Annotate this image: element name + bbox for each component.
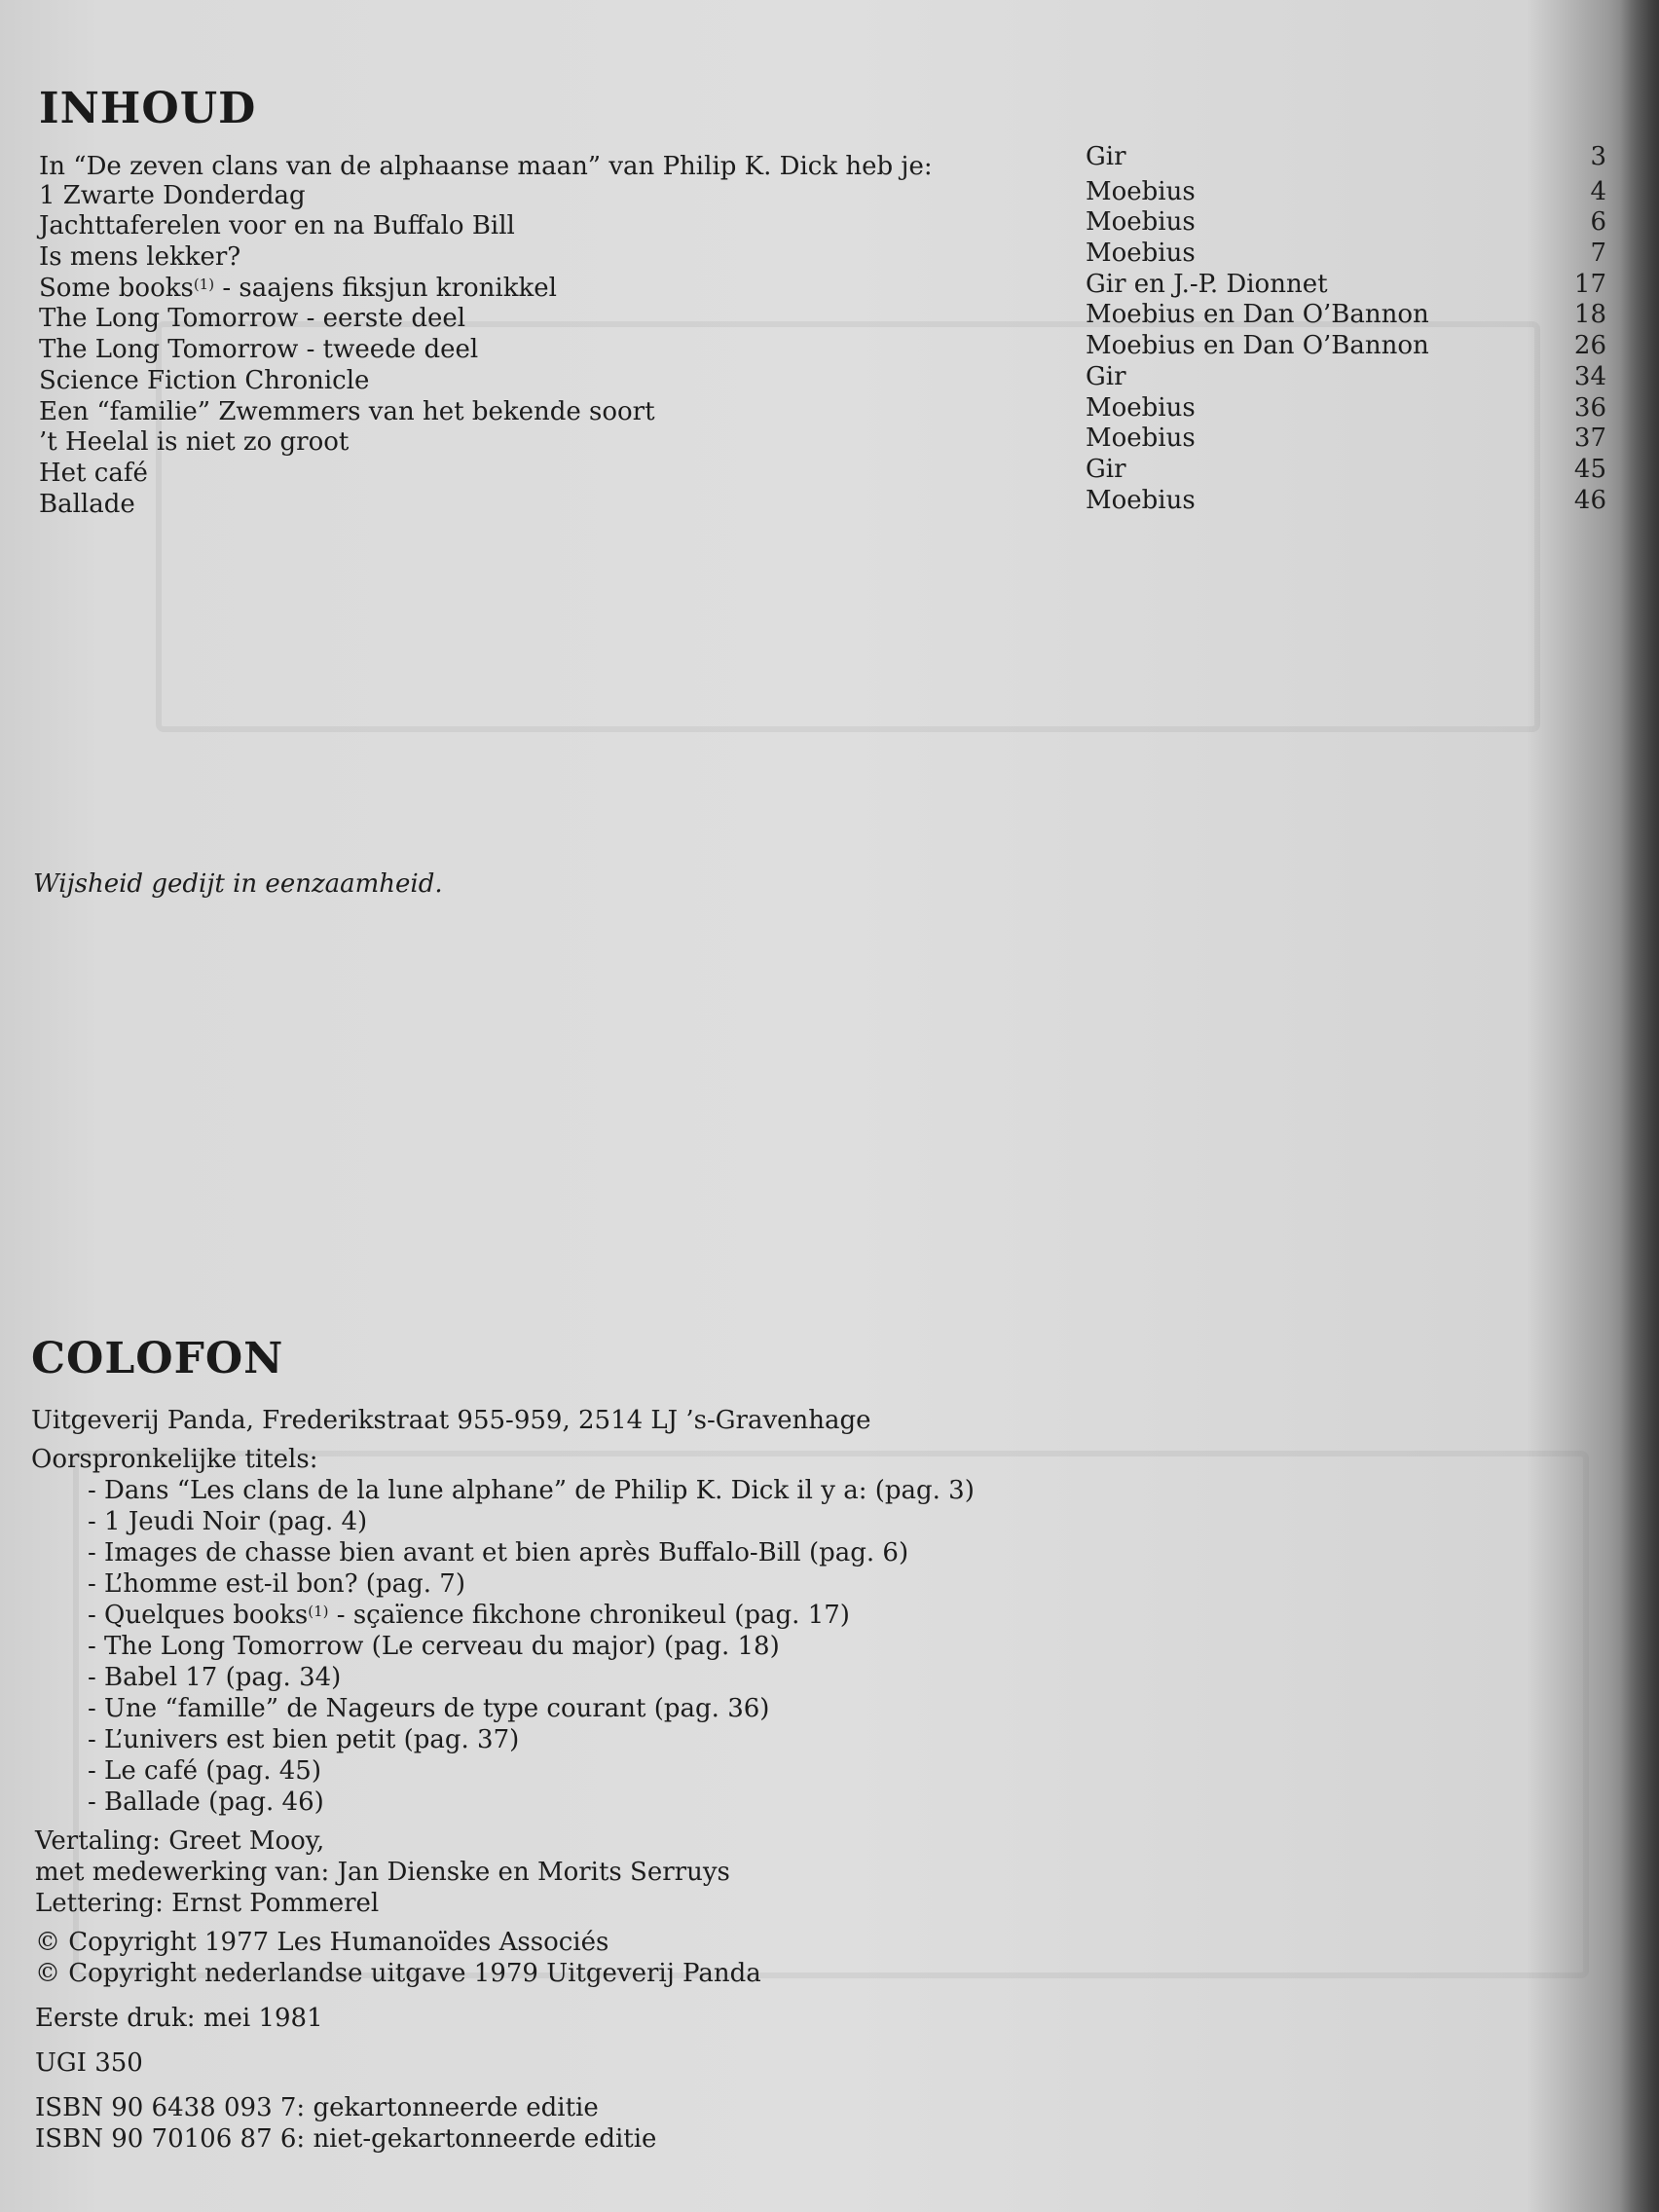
toc-row: [39, 393, 1616, 424]
table-of-contents: [39, 142, 1616, 519]
toc-author: Gir: [1086, 454, 1126, 484]
quelques-title-main: - Quelques books: [88, 1601, 309, 1630]
toc-row: [39, 207, 1616, 239]
toc-page: 46: [1573, 485, 1606, 515]
original-titles-label: Oorspronkelijke titels:: [31, 1445, 318, 1474]
colofon-body: [31, 1405, 1394, 2155]
colofon-heading: COLOFON: [31, 1334, 284, 1383]
translation-credit: Vertaling: Greet Mooy,: [35, 1826, 325, 1856]
toc-author: Moebius en Dan O’Bannon: [1086, 331, 1429, 361]
list-item: - Dans “Les clans de la lune alphane” de Philip K. Dick il y a: (pag. 3): [88, 1476, 975, 1505]
toc-row: [39, 142, 1616, 181]
toc-row: [39, 455, 1616, 486]
list-item: - The Long Tomorrow (Le cerveau du major) (pag. 18): [88, 1632, 780, 1661]
toc-row: [39, 331, 1616, 365]
toc-page: 17: [1573, 269, 1606, 299]
toc-title: The Long Tomorrow - tweede deel: [39, 335, 479, 365]
publisher-address: Uitgeverij Panda, Frederikstraat 955-959, 2514 LJ ’s-Gravenhage: [31, 1406, 871, 1435]
toc-page: 37: [1573, 424, 1606, 454]
toc-title: Het café: [39, 458, 148, 488]
toc-title: The Long Tomorrow - eerste deel: [39, 304, 466, 334]
list-item: - L’homme est-il bon? (pag. 7): [88, 1569, 465, 1599]
list-item: - Images de chasse bien avant et bien après Buffalo-Bill (pag. 6): [88, 1538, 909, 1567]
toc-row: [39, 486, 1616, 517]
toc-title: 1 Zwarte Donderdag: [39, 180, 306, 210]
copyright-original: © Copyright 1977 Les Humanoïdes Associés: [35, 1928, 609, 1957]
toc-title: Een “familie” Zwemmers van het bekende soort: [39, 396, 655, 426]
toc-author: Moebius: [1086, 207, 1196, 238]
toc-page: 26: [1573, 331, 1606, 361]
toc-author: Moebius: [1086, 239, 1196, 269]
toc-author: Moebius: [1086, 485, 1196, 515]
isbn-hardcover: ISBN 90 6438 093 7: gekartonneerde editie: [35, 2093, 599, 2122]
list-item: - Ballade (pag. 46): [88, 1788, 324, 1817]
toc-author: Moebius: [1086, 176, 1196, 206]
footnote-marker: (1): [193, 275, 215, 293]
toc-row: [39, 362, 1616, 393]
first-print: Eerste druk: mei 1981: [35, 2004, 323, 2033]
cooperation-credit: met medewerking van: Jan Dienske en Morits Serruys: [35, 1858, 730, 1887]
toc-row: [39, 300, 1616, 334]
list-item: - 1 Jeudi Noir (pag. 4): [88, 1507, 368, 1536]
toc-page: 3: [1590, 142, 1606, 171]
inhoud-heading: INHOUD: [39, 84, 257, 133]
toc-page: 7: [1590, 239, 1606, 269]
list-item: - L’univers est bien petit (pag. 37): [88, 1725, 520, 1754]
page-edge-shadow: [1620, 0, 1659, 2212]
list-item: - Une “famille” de Nageurs de type courant (pag. 36): [88, 1694, 770, 1723]
toc-author: Gir en J.-P. Dionnet: [1086, 269, 1328, 299]
toc-page: 45: [1573, 454, 1606, 484]
motto: Wijsheid gedijt in eenzaamheid.: [33, 869, 443, 899]
list-item: - Le café (pag. 45): [88, 1756, 321, 1786]
toc-author: Moebius: [1086, 392, 1196, 423]
toc-page: 36: [1573, 392, 1606, 423]
toc-page: 4: [1590, 176, 1606, 206]
list-item: - Babel 17 (pag. 34): [88, 1663, 342, 1692]
toc-title: Jachttaferelen voor en na Buffalo Bill: [39, 211, 515, 241]
toc-row: [39, 177, 1616, 208]
toc-row: [39, 239, 1616, 273]
toc-title: Is mens lekker?: [39, 242, 241, 273]
toc-title-rest: - saajens fiksjun kronikkel: [214, 273, 557, 303]
ugi-code: UGI 350: [35, 2048, 143, 2078]
toc-author: Gir: [1086, 142, 1126, 171]
isbn-paperback: ISBN 90 70106 87 6: niet-gekartonneerde editie: [35, 2124, 657, 2154]
lettering-credit: Lettering: Ernst Pommerel: [35, 1889, 380, 1918]
toc-page: 18: [1573, 300, 1606, 330]
toc-row: [39, 270, 1616, 301]
toc-row: [39, 424, 1616, 458]
toc-title: In “De zeven clans van de alphaanse maan” van Philip K. Dick heb je:: [39, 152, 933, 181]
toc-page: 6: [1590, 207, 1606, 238]
toc-page: 34: [1573, 361, 1606, 391]
quelques-title-rest: - sçaïence fikchone chronikeul (pag. 17): [328, 1601, 850, 1630]
toc-title-main: Some books: [39, 273, 194, 303]
toc-title: Ballade: [39, 489, 135, 519]
list-item: [88, 1600, 1394, 1631]
toc-author: Gir: [1086, 361, 1126, 391]
footnote-marker: (1): [308, 1603, 329, 1620]
copyright-dutch: © Copyright nederlandse uitgave 1979 Uitgeverij Panda: [35, 1959, 761, 1988]
toc-author: Moebius en Dan O’Bannon: [1086, 300, 1429, 330]
original-titles-list: [31, 1475, 1394, 1818]
toc-title: ’t Heelal is niet zo groot: [39, 427, 350, 458]
toc-title: Science Fiction Chronicle: [39, 365, 370, 395]
toc-author: Moebius: [1086, 424, 1196, 454]
